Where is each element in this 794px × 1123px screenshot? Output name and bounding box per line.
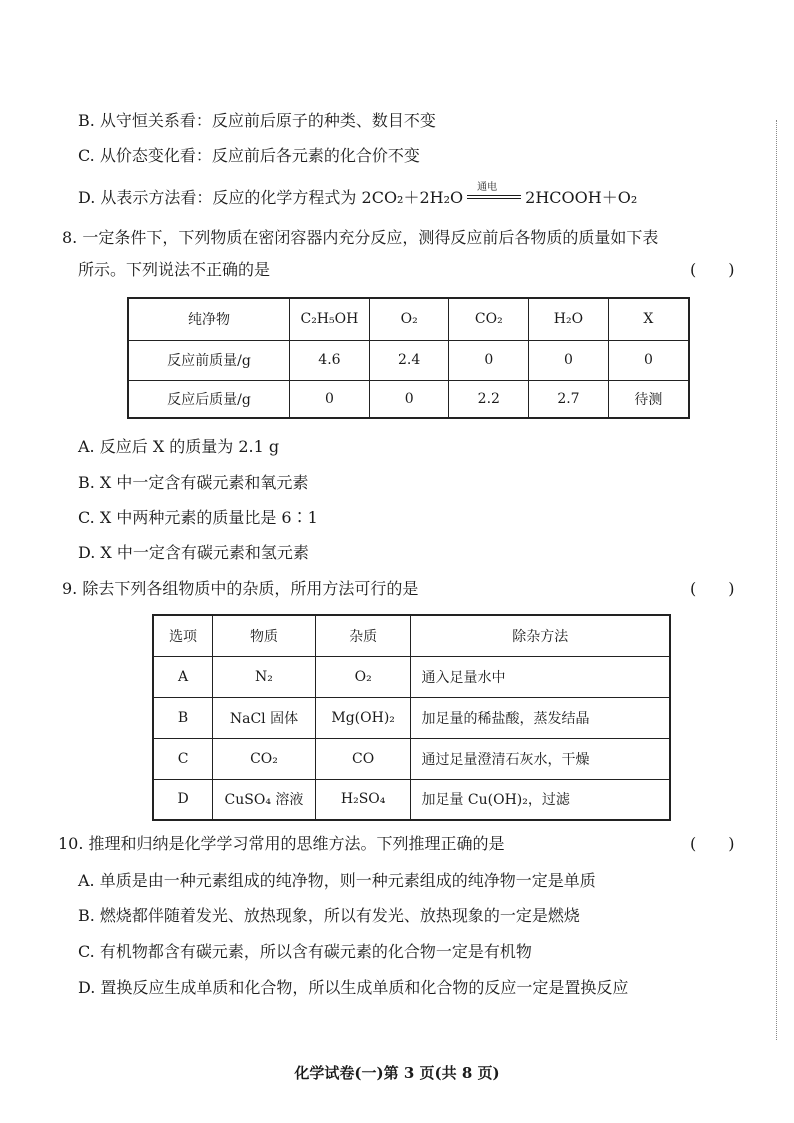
table-cell: 通过足量澄清石灰水，干燥 (411, 738, 670, 779)
q9-header-cell: 除杂方法 (411, 615, 670, 656)
table-cell: NaCl 固体 (213, 697, 316, 738)
table-row (153, 656, 670, 697)
q8-answer-bracket: ( ) (690, 260, 735, 279)
table-row (153, 697, 670, 738)
table-cell: 0 (289, 380, 369, 418)
table-cell: 0 (608, 340, 689, 380)
table-cell: 反应前质量/g (128, 340, 289, 380)
table-cell: 待测 (608, 380, 689, 418)
table-cell: H₂SO₄ (315, 779, 411, 820)
table-row (128, 380, 689, 418)
table-cell: N₂ (213, 656, 316, 697)
q9-table-header-row (153, 615, 670, 656)
q7-option-c: C. 从价态变化看：反应前后各元素的化合价不变 (78, 146, 420, 165)
table-cell: 2.4 (369, 340, 449, 380)
q8-table (127, 297, 690, 419)
q9-header-cell: 选项 (153, 615, 213, 656)
q7-option-d (78, 182, 638, 209)
q8-header-cell: 纯净物 (128, 298, 289, 340)
q9-header-cell: 物质 (213, 615, 316, 656)
q10-option-b: B. 燃烧都伴随着发光、放热现象，所以有发光、放热现象的一定是燃烧 (78, 906, 580, 925)
q8-header-cell: H₂O (529, 298, 609, 340)
table-cell: CO (315, 738, 411, 779)
reaction-arrow (463, 182, 525, 209)
q7-option-b: B. 从守恒关系看：反应前后原子的种类、数目不变 (78, 111, 436, 130)
table-cell: 加足量的稀盐酸，蒸发结晶 (411, 697, 670, 738)
q9-stem: 9. 除去下列各组物质中的杂质，所用方法可行的是 (62, 579, 419, 598)
reaction-condition: 通电 (477, 182, 498, 193)
q9-header-cell: 杂质 (315, 615, 411, 656)
table-cell: CO₂ (213, 738, 316, 779)
table-cell: CuSO₄ 溶液 (213, 779, 316, 820)
binding-margin-line (776, 120, 777, 1040)
table-cell: 2.2 (449, 380, 529, 418)
table-cell: 通入足量水中 (411, 656, 670, 697)
table-cell: 0 (449, 340, 529, 380)
table-cell: C (153, 738, 213, 779)
q8-option-d: D. X 中一定含有碳元素和氢元素 (78, 543, 309, 562)
table-cell: 2.7 (529, 380, 609, 418)
table-cell: O₂ (315, 656, 411, 697)
q8-header-cell: O₂ (369, 298, 449, 340)
q10-stem: 10. 推理和归纳是化学学习常用的思维方法。下列推理正确的是 (58, 834, 505, 853)
q9-table (152, 614, 671, 821)
q8-option-c: C. X 中两种元素的质量比是 6∶1 (78, 508, 318, 527)
table-cell: 加足量 Cu(OH)₂，过滤 (411, 779, 670, 820)
q8-option-a: A. 反应后 X 的质量为 2.1 g (78, 437, 280, 456)
q8-header-cell: C₂H₅OH (289, 298, 369, 340)
q8-table-header-row (128, 298, 689, 340)
table-cell: 4.6 (289, 340, 369, 380)
q10-answer-bracket: ( ) (690, 834, 735, 853)
page-footer: 化学试卷(一)第 3 页(共 8 页) (294, 1064, 500, 1082)
q10-option-a: A. 单质是由一种元素组成的纯净物，则一种元素组成的纯净物一定是单质 (78, 871, 596, 890)
table-cell: B (153, 697, 213, 738)
q10-option-c: C. 有机物都含有碳元素，所以含有碳元素的化合物一定是有机物 (78, 942, 532, 961)
q7-option-d-suffix: 2HCOOH＋O₂ (525, 188, 638, 207)
table-cell: 反应后质量/g (128, 380, 289, 418)
table-cell: Mg(OH)₂ (315, 697, 411, 738)
table-row (153, 738, 670, 779)
q8-stem-line1: 8. 一定条件下，下列物质在密闭容器内充分反应，测得反应前后各物质的质量如下表 (62, 228, 659, 247)
table-cell: D (153, 779, 213, 820)
table-row (128, 340, 689, 380)
q9-answer-bracket: ( ) (690, 579, 735, 598)
q7-option-d-prefix: D. 从表示方法看：反应的化学方程式为 2CO₂＋2H₂O (78, 188, 464, 207)
table-cell: 0 (369, 380, 449, 418)
q8-header-cell: X (608, 298, 689, 340)
table-cell: 0 (529, 340, 609, 380)
q8-option-b: B. X 中一定含有碳元素和氧元素 (78, 473, 309, 492)
q8-header-cell: CO₂ (449, 298, 529, 340)
table-row (153, 779, 670, 820)
q8-stem-line2: 所示。下列说法不正确的是 (78, 260, 271, 279)
q10-option-d: D. 置换反应生成单质和化合物，所以生成单质和化合物的反应一定是置换反应 (78, 978, 629, 997)
table-cell: A (153, 656, 213, 697)
